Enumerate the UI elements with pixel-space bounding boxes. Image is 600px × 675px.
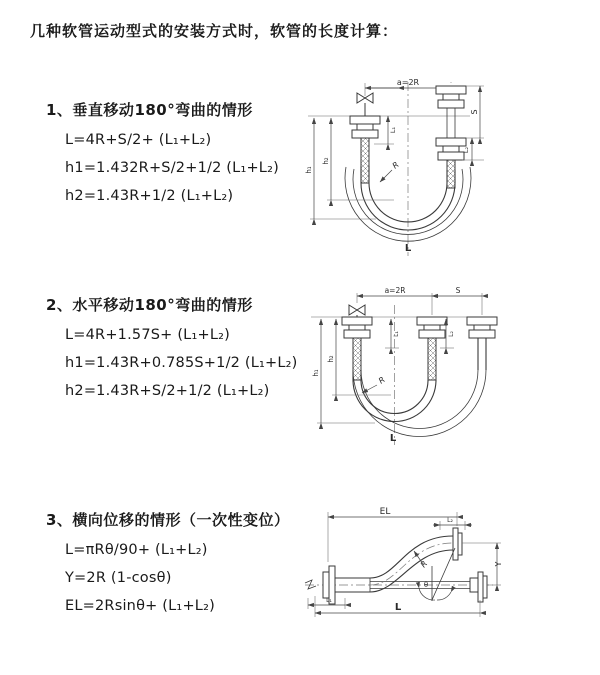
dim-label-y: Y (494, 561, 503, 567)
formula-line: h1=1.432R+S/2+1/2 (L₁+L₂) (65, 160, 279, 176)
formula-line: h1=1.43R+0.785S+1/2 (L₁+L₂) (65, 355, 298, 371)
dim-label-s: S (470, 109, 479, 115)
valve-icon (357, 93, 373, 116)
dim-label-r: R (390, 160, 401, 171)
dim-label-l2: L₂ (448, 331, 455, 337)
dim-label-s: S (455, 286, 461, 295)
angle-theta (419, 548, 455, 601)
dim-label-l1: L₁ (393, 331, 400, 337)
dim-label-l: L (389, 433, 397, 444)
braided-hose-section (447, 160, 455, 188)
formula-line: L=4R+1.57S+ (L₁+L₂) (65, 327, 230, 343)
formula-line: L=πRθ/90+ (L₁+L₂) (65, 542, 208, 558)
dim-label-r: R (376, 375, 387, 386)
braided-hose-section (353, 338, 361, 380)
left-fitting (350, 116, 380, 138)
middle-fitting (417, 317, 447, 338)
formula-line: h2=1.43R+S/2+1/2 (L₁+L₂) (65, 383, 270, 399)
right-fitting-displaced (467, 317, 497, 338)
dim-label-h2: h₂ (322, 157, 330, 165)
formula-line: Y=2R (1-cosθ) (65, 570, 172, 586)
dimension-el (328, 507, 457, 562)
dim-label-r: R (418, 559, 430, 570)
radius-leader (362, 375, 387, 393)
section-vertical-movement (46, 99, 279, 204)
section-horizontal-movement (46, 294, 298, 399)
dim-label-l2: L₂ (447, 517, 453, 524)
dimension-a2r (357, 286, 482, 315)
dim-label-l2: L₂ (462, 146, 470, 154)
diagram-horizontal-u-bend (303, 283, 595, 479)
radius-leader (380, 160, 401, 182)
right-flange-lower (470, 572, 487, 602)
dim-label-a2r: a=2R (384, 286, 406, 295)
formula-line: h2=1.43R+1/2 (L₁+L₂) (65, 188, 234, 204)
valve-icon (349, 305, 365, 317)
page-title: 几种软管运动型式的安装方式时，软管的长度计算： (30, 22, 399, 40)
section-lateral-displacement (46, 509, 289, 614)
braided-hose-section (428, 338, 436, 380)
dim-label-l: L (394, 602, 402, 613)
diagram-vertical-u-bend (298, 66, 595, 262)
dim-label-el: EL (379, 507, 391, 517)
dim-label-a2r: a=2R (396, 78, 420, 87)
radius-leader (414, 551, 429, 569)
dim-label-h1: h₁ (305, 166, 313, 174)
formula-line: L=4R+S/2+ (L₁+L₂) (65, 132, 212, 148)
section-heading: 3、横向位移的情形（一次性变位） (46, 511, 290, 529)
dim-label-l: L (404, 243, 412, 254)
break-mark (305, 580, 316, 589)
dim-label-h1: h₁ (312, 369, 320, 377)
dimension-s (466, 86, 484, 138)
dimension-l (315, 596, 480, 617)
hose-s-curve (370, 536, 453, 592)
braided-hose-section (361, 138, 369, 183)
section-heading: 2、水平移动180°弯曲的情形 (46, 296, 253, 314)
dim-label-l1: L₁ (389, 126, 397, 134)
dim-label-h2: h₂ (327, 355, 335, 363)
hose-u-bend (353, 370, 486, 437)
dim-label-l1: L₁ (326, 597, 332, 604)
section-heading: 1、垂直移动180°弯曲的情形 (46, 101, 253, 119)
formula-line: EL=2Rsinθ+ (L₁+L₂) (65, 598, 215, 614)
right-fitting-upper (436, 86, 466, 108)
diagram-lateral-displacement (293, 498, 600, 644)
dimension-s (432, 286, 482, 296)
dimension-l1 (308, 597, 345, 609)
left-fitting (342, 317, 372, 338)
dimension-l1 (385, 319, 400, 348)
dim-label-theta: θ (423, 581, 429, 589)
right-flange-upper (453, 528, 462, 560)
